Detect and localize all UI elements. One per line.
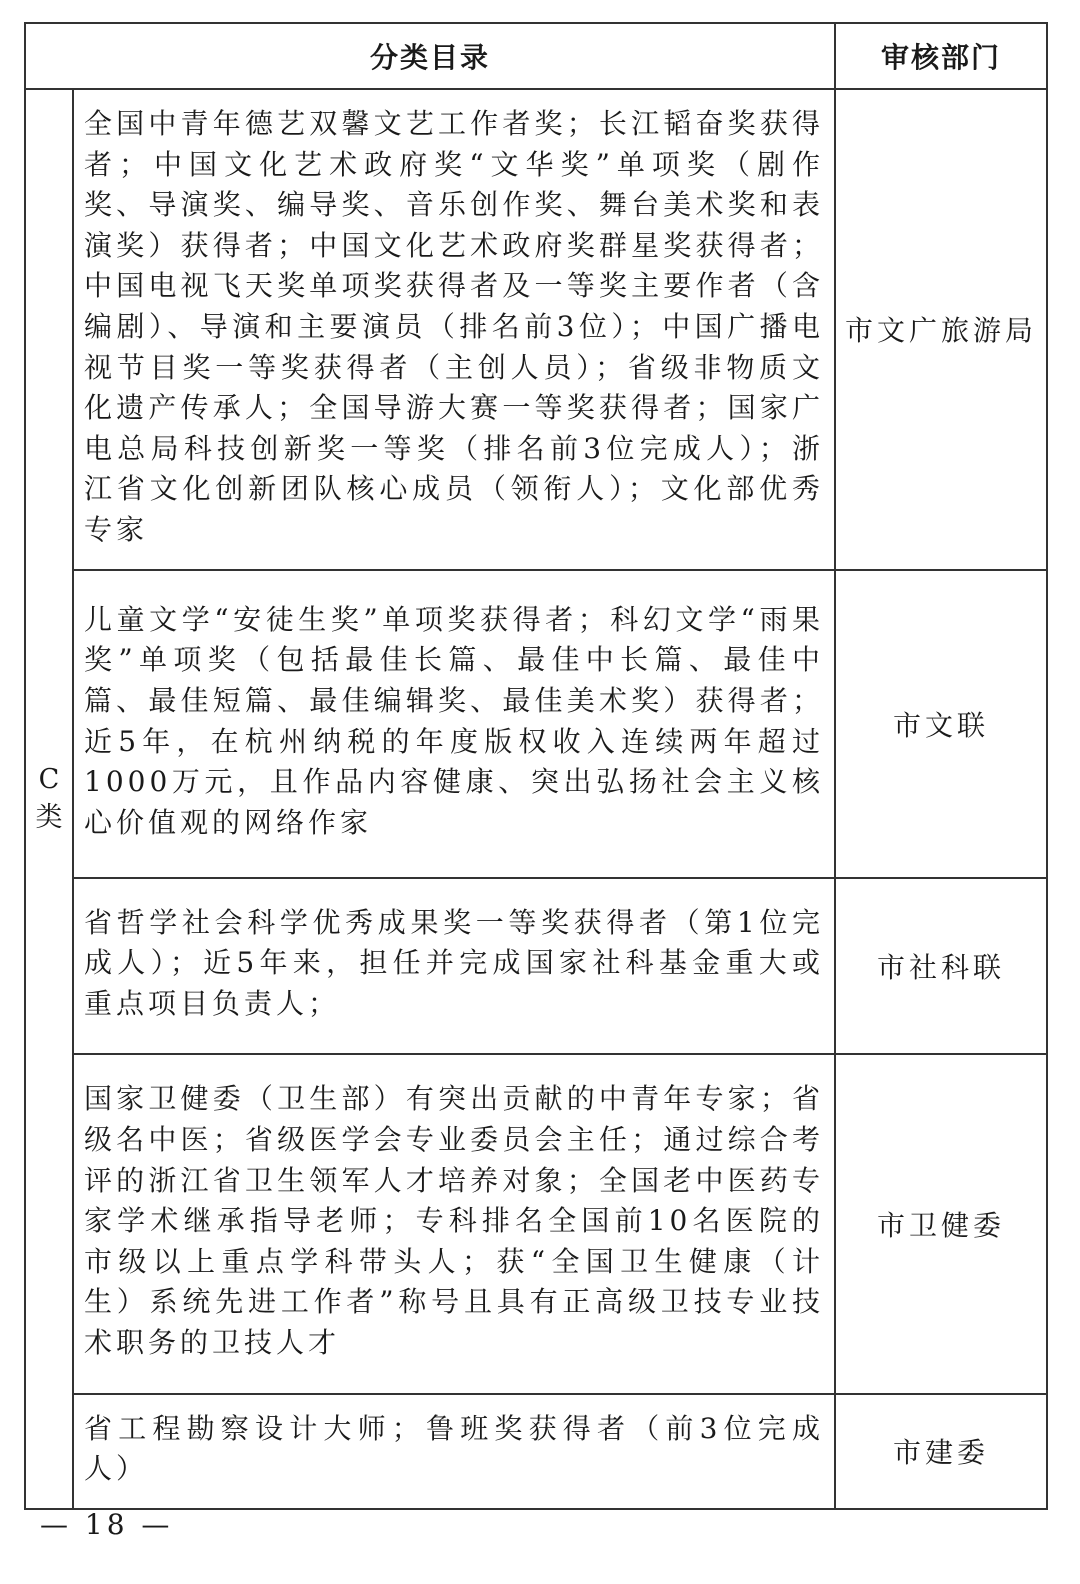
department-cell: 市社科联 <box>835 878 1047 1054</box>
content-cell <box>73 878 835 1054</box>
category-label: C类 <box>35 763 63 833</box>
header-row <box>25 23 1047 89</box>
content-cell <box>73 1054 835 1394</box>
content-cell <box>73 89 835 570</box>
content-text: 省工程勘察设计大师；鲁班奖获得者（前3位完成人） <box>84 1411 825 1486</box>
table-row <box>25 89 1047 570</box>
department-cell: 市文广旅游局 <box>835 89 1047 570</box>
department-cell: 市卫健委 <box>835 1054 1047 1394</box>
content-cell <box>73 570 835 878</box>
content-cell <box>73 1394 835 1509</box>
department-cell: 市文联 <box>835 570 1047 878</box>
content-text: 全国中青年德艺双馨文艺工作者奖；长江韬奋奖获得者；中国文化艺术政府奖“文华奖”单项奖（剧作奖、导演奖、编导奖、音乐创作奖、舞台美术奖和表演奖）获得者；中国文化艺术政府奖群星奖获得者；中国电视飞天奖单项奖获得者及一等奖主要作者（含编剧）、导演和主要演员（排名前3位）；中国广播电视节目奖一等奖获得者（主创人员）；省级非物质文化遗产传承人；全国导游大赛一等奖获得者；国家广电总局科技创新奖一等奖（排名前3位完成人）；浙江省文化创新团队核心成员（领衔人）；文化部优秀专家 <box>84 107 825 546</box>
header-department: 审核部门 <box>835 23 1047 89</box>
table-row <box>25 570 1047 878</box>
catalog-table <box>24 22 1048 1510</box>
header-category: 分类目录 <box>25 23 835 89</box>
table-row <box>25 1054 1047 1394</box>
content-text: 儿童文学“安徒生奖”单项奖获得者；科幻文学“雨果奖”单项奖（包括最佳长篇、最佳中长篇、最佳中篇、最佳短篇、最佳编辑奖、最佳美术奖）获得者；近5年，在杭州纳税的年度版权收入连续两年超过1000万元，且作品内容健康、突出弘扬社会主义核心价值观的网络作家 <box>84 602 825 839</box>
table-row <box>25 1394 1047 1509</box>
category-cell <box>25 89 73 1509</box>
department-cell: 市建委 <box>835 1394 1047 1509</box>
page-number: — 18 — <box>40 1508 174 1541</box>
content-text: 国家卫健委（卫生部）有突出贡献的中青年专家；省级名中医；省级医学会专业委员会主任；通过综合考评的浙江省卫生领军人才培养对象；全国老中医药专家学术继承指导老师；专科排名全国前10名医院的市级以上重点学科带头人；获“全国卫生健康（计生）系统先进工作者”称号且具有正高级卫技专业技术职务的卫技人才 <box>84 1082 825 1360</box>
content-text: 省哲学社会科学优秀成果奖一等奖获得者（第1位完成人）；近5年来，担任并完成国家社科基金重大或重点项目负责人； <box>84 905 825 1020</box>
table-row <box>25 878 1047 1054</box>
